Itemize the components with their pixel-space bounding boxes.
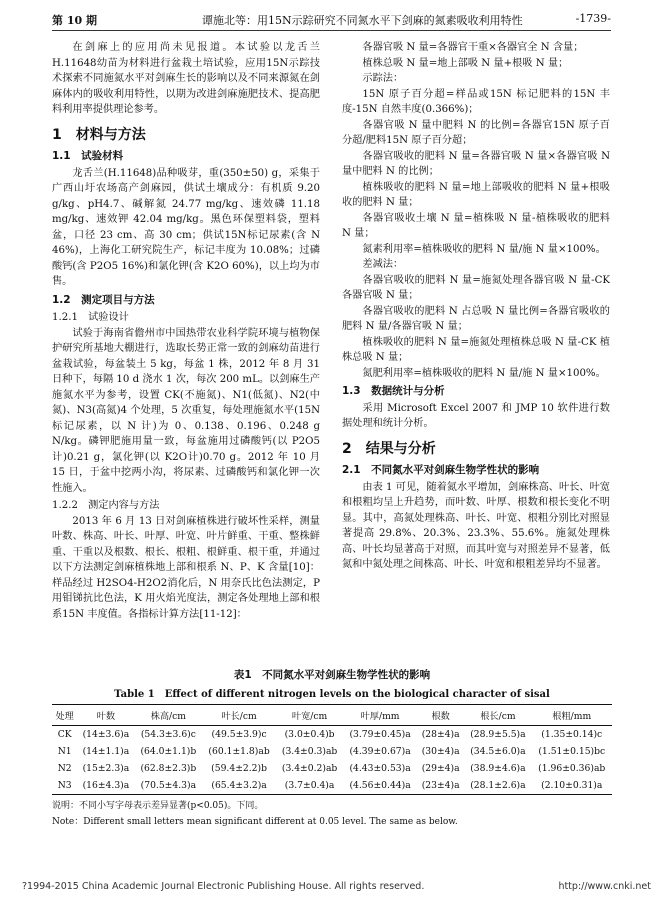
table-1	[52, 667, 612, 827]
formula-total-n: 植株总吸 N 量=地上部吸 N 量+根吸 N 量；	[362, 57, 569, 69]
page-number: -1739-	[575, 12, 611, 25]
table-cell: (38.9±4.6)a	[470, 763, 526, 774]
table-row	[52, 777, 612, 795]
cnki-link[interactable]: http://www.cnki.net	[558, 881, 651, 892]
section-1-2-2-heading: 1.2.2 测定内容与方法	[52, 500, 160, 511]
intro-paragraph: 在剑麻上的应用尚未见报道。本试验以龙舌兰H.11648幼苗为材料进行盆栽土培试验，应用15N示踪技术探索不同施氮水平对剑麻生长的影响以及不同来源氮在剑麻体内的吸收利用特性，以期为改进剑麻施肥技术、提高肥料利用率提供理论参考。	[52, 42, 320, 115]
table-header-cell: 根数	[431, 711, 450, 722]
table-cell: (4.43±0.53)a	[349, 763, 411, 774]
table-cell: (64.0±1.1)b	[140, 746, 197, 757]
formula-soil-n: 各器官吸收土壤 N 量=植株吸 N 量-植株吸收的肥料 N 量；	[342, 212, 610, 239]
table-row	[52, 760, 612, 777]
table-header-cell: 叶数	[96, 711, 116, 722]
section-1-heading: 1 材料与方法	[52, 126, 146, 143]
table-cell: (60.1±1.8)ab	[208, 746, 270, 757]
table-row	[52, 743, 612, 760]
table-cell: (62.8±2.3)b	[140, 763, 197, 774]
running-title: 谭施北等：用15N示踪研究不同氮水平下剑麻的氮素吸收利用特性	[202, 14, 523, 27]
table-cell: (23±4)a	[421, 780, 460, 791]
formula-diff-plant: 植株吸收的肥料 N 量=施氮处理植株总吸 N 量-CK 植株总吸 N 量；	[342, 336, 610, 363]
difference-method-label: 差减法：	[362, 259, 404, 270]
statistics-paragraph: 采用 Microsoft Excel 2007 和 JMP 10 软件进行数据处理和统计分析。	[342, 402, 610, 429]
formula-atom-excess: 15N 原子百分超=样品或15N 标记肥料的15N 丰度-15N 自然丰度(0.366%)；	[342, 88, 610, 115]
table-cell: (3.7±0.4)a	[284, 780, 335, 791]
formula-organ-n: 各器官吸 N 量=各器官干重×各器官全 N 含量；	[362, 42, 584, 53]
table-cell: (29±4)a	[421, 763, 460, 774]
section-2-1-heading: 2.1 不同氮水平对剑麻生物学性状的影响	[342, 464, 540, 476]
formula-diff-organ: 各器官吸收的肥料 N 量=施氮处理各器官吸 N 量-CK 各器官吸 N 量；	[342, 274, 610, 301]
materials-paragraph: 龙舌兰(H.11648)品种吸芽，重(350±50) g，采集于广西山圩农场高产剑麻园，供试土壤成分：有机质 9.20 g/kg、pH4.7、碱解氮 24.77 mg/kg、速效磷 11.18 mg/kg、速效钾 42.04 mg/kg。黑色环保塑料袋，塑料盆，口径 23 cm、高 30 cm；供试15N标记尿素(含 N 46%)，上海化工研究院生产，标记丰度为 10.08%；过磷酸钙(含 P2O5 16%)和氯化钾(含 K2O 60%)，以上均为市售。	[52, 167, 320, 287]
table-cell: (28±4)a	[421, 729, 460, 740]
table-header-cell: 叶长/cm	[221, 711, 257, 722]
formula-diff-efficiency: 氮肥利用率=植株吸收的肥料 N 量/施 N 量×100%。	[362, 367, 606, 379]
table-cell: (59.4±2.2)b	[211, 763, 267, 774]
table-header-cell: 叶厚/mm	[360, 711, 400, 722]
design-paragraph: 试验于海南省儋州市中国热带农业科学院环境与植物保护研究所基地大棚进行，选取长势正常一致的剑麻幼苗进行盆栽试验，每盆装土 5 kg，每盆 1 株，2012 年 8 月 31 日种下，每隔 10 d 浇水 1 次，每次 200 mL。以剑麻生产施氮水平为参考，设置 CK(不施氮)、N1(低氮)、N2(中氮)、N3(高氮)4 个处理，5 次重复，每处理施氮水平(15N 标记尿素，以 N 计)为 0、0.138、0.196、0.248 g N/kg。磷钾肥施用量一致，每盆施用过磷酸钙(以 P2O5计)0.21 g，氯化钾(以 K2O计)0.70 g。2012 年 10 月 15 日，于盆中挖两小沟，将尿素、过磷酸钙和氯化钾一次性施入。	[52, 327, 320, 494]
table-header-cell: 叶宽/cm	[291, 711, 328, 722]
table-cell: (3.4±0.3)ab	[281, 746, 338, 757]
table-header-cell: 根粗/mm	[552, 711, 592, 722]
table-cell: N1	[57, 746, 72, 757]
table-cell: N3	[57, 780, 72, 791]
right-column	[342, 40, 610, 573]
table-cell: (1.96±0.36)ab	[538, 763, 606, 774]
table-cell: N2	[57, 763, 72, 774]
table-cell: (1.51±0.15)bc	[538, 746, 606, 757]
results-paragraph: 由表 1 可见，随着氮水平增加，剑麻株高、叶长、叶宽和根粗均呈上升趋势，而叶数、叶厚、根数和根长变化不明显。其中，高氮处理株高、叶长、叶宽、根粗分别比对照显著提高 29.8%、20.3%、23.3%、55.6%。施氮处理株高、叶长均显著高于对照，而其叶宽与对照差异不显著，低氮和中氮处理之间株高、叶长、叶宽和根粗差异均不显著。	[342, 481, 610, 570]
section-1-1-heading: 1.1 试验材料	[52, 150, 124, 162]
methods-paragraph: 2013 年 6 月 13 日对剑麻植株进行破坏性采样，测量叶数、株高、叶长、叶厚、叶宽、叶片鲜重、干重、整株鲜重、干重以及根数、根长、根粗、根鲜重、根干重，并通过以下方法测定剑麻植株地上部和根系 N、P、K 含量[10]：样品经过 H2SO4-H2O2消化后，N 用奈氏比色法测定，P 用钼锑抗比色法，K 用火焰光度法，测定各处理地上部和根系15N 丰度值。各指标计算方法[11-12]：	[52, 515, 320, 620]
table-cell: (28.9±5.5)a	[470, 729, 526, 740]
table-cell: (14±3.6)a	[82, 729, 130, 740]
table-cell: (15±2.3)a	[82, 763, 130, 774]
formula-use-efficiency: 氮素利用率=植株吸收的肥料 N 量/施 N 量×100%。	[362, 243, 606, 255]
table-cell: (3.79±0.45)a	[349, 729, 411, 740]
copyright-text: ?1994-2015 China Academic Journal Electronic Publishing House. All rights reserved.	[22, 881, 425, 892]
table-header-cell: 根长/cm	[480, 711, 516, 722]
table-cell: (4.39±0.67)a	[349, 746, 411, 757]
table-cell: (30±4)a	[421, 746, 460, 757]
table-cell: (16±4.3)a	[82, 780, 130, 791]
table-note-en: Note：Different small letters mean significant different at 0.05 level. The same as below.	[52, 817, 458, 827]
formula-fertilizer-ratio: 各器官吸 N 量中肥料 N 的比例=各器官15N 原子百分超/肥料15N 原子百分超；	[342, 119, 610, 146]
section-1-2-1-heading: 1.2.1 试验设计	[52, 312, 129, 323]
section-2-heading: 2 结果与分析	[342, 440, 436, 457]
table-cell: (34.5±6.0)a	[470, 746, 526, 757]
table-row	[52, 726, 612, 744]
section-1-2-heading: 1.2 测定项目与方法	[52, 293, 155, 306]
formula-diff-ratio: 各器官吸收的肥料 N 占总吸 N 量比例=各器官吸收的肥料 N 量/各器官吸 N 量；	[342, 305, 610, 332]
section-1-3-heading: 1.3 数据统计与分析	[342, 385, 445, 397]
table-caption-en: Table 1 Effect of different nitrogen levels on the biological character of sisal	[114, 689, 550, 700]
table-cell: (54.3±3.6)c	[140, 729, 196, 740]
table-cell: (65.4±3.2)a	[211, 780, 267, 791]
table-cell: (70.5±4.3)a	[140, 780, 197, 791]
table-note-cn: 说明：不同小写字母表示差异显著(p<0.05)。下同。	[52, 801, 264, 811]
tracer-method-label: 示踪法：	[362, 73, 404, 84]
issue-number: 第 10 期	[52, 14, 97, 27]
table-header-cell: 处理	[55, 711, 74, 722]
table-cell: CK	[57, 729, 72, 740]
table-cell: (28.1±2.6)a	[470, 780, 526, 791]
table-cell: (3.0±0.4)b	[284, 729, 335, 740]
running-header	[52, 12, 611, 31]
table-cell: (49.5±3.9)c	[211, 729, 267, 740]
left-column	[52, 40, 320, 622]
formula-organ-fertilizer-n: 各器官吸收的肥料 N 量=各器官吸 N 量×各器官吸 N 量中肥料 N 的比例；	[342, 150, 610, 177]
table-cell: (4.56±0.44)a	[349, 780, 411, 791]
table-header-cell: 株高/cm	[150, 711, 187, 722]
formula-plant-fertilizer-n: 植株吸收的肥料 N 量=地上部吸收的肥料 N 量+根吸收的肥料 N 量；	[342, 181, 610, 208]
table-cell: (14±1.1)a	[82, 746, 130, 757]
data-table	[52, 704, 612, 795]
copyright-footer	[0, 881, 663, 895]
table-cell: (2.10±0.31)a	[541, 780, 603, 791]
table-header-row	[52, 705, 612, 726]
table-caption-cn: 表1 不同氮水平对剑麻生物学性状的影响	[233, 669, 431, 681]
table-cell: (3.4±0.2)ab	[281, 763, 338, 774]
table-cell: (1.35±0.14)c	[541, 729, 603, 740]
